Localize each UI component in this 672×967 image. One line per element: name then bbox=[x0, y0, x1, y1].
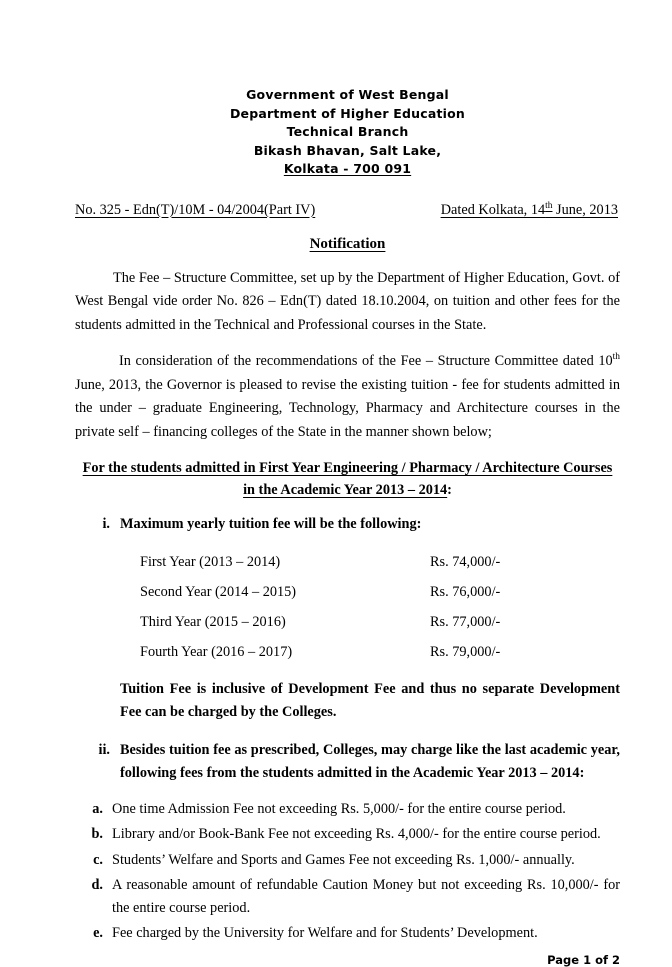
fee-amount-value: Rs. 79,000/- bbox=[430, 643, 501, 660]
page-title bbox=[75, 236, 620, 253]
fee-amount-value: Rs. 76,000/- bbox=[430, 583, 501, 600]
letterhead-line-city: Kolkata - 700 091 bbox=[283, 161, 412, 176]
list-item bbox=[75, 874, 620, 919]
list-item-text: One time Admission Fee not exceeding Rs. 5,000/- for the entire course period. bbox=[112, 800, 566, 817]
paragraph-ordinal-suffix: th bbox=[612, 352, 620, 363]
list-item-marker: c. bbox=[93, 851, 103, 868]
letterhead-line-address: Bikash Bhavan, Salt Lake, bbox=[253, 142, 442, 158]
reference-line bbox=[75, 200, 620, 220]
list-item-roman-ii bbox=[75, 739, 620, 786]
list-item-text: Students’ Welfare and Sports and Games Fee not exceeding Rs. 1,000/- annually. bbox=[112, 851, 575, 868]
fee-year-label: Second Year (2014 – 2015) bbox=[140, 583, 297, 600]
list-item-roman-i-marker: i. bbox=[102, 516, 110, 532]
list-item bbox=[75, 798, 620, 821]
page-title-text: Notification bbox=[309, 235, 386, 252]
letterhead-line-government: Government of West Bengal bbox=[246, 87, 449, 102]
list-item bbox=[75, 849, 620, 872]
list-item-marker: b. bbox=[91, 826, 103, 842]
date-suffix: June, 2013 bbox=[552, 201, 618, 218]
section-heading bbox=[75, 457, 620, 501]
paragraph-consideration bbox=[75, 350, 620, 444]
fee-year-label: Third Year (2015 – 2016) bbox=[140, 613, 286, 630]
list-item-roman-i bbox=[75, 513, 620, 537]
letterhead-line-department: Department of Higher Education bbox=[229, 105, 466, 121]
list-item-marker: e. bbox=[93, 925, 103, 941]
reference-date bbox=[441, 200, 620, 220]
date-ordinal-suffix: th bbox=[545, 200, 553, 211]
list-item-roman-i-text: Maximum yearly tuition fee will be the following: bbox=[120, 516, 422, 532]
section-heading-line-2-text: in the Academic Year 2013 – 2014 bbox=[243, 482, 448, 498]
table-row bbox=[140, 607, 620, 637]
page-footer: Page 1 of 2 bbox=[547, 952, 620, 967]
fee-amount-value: Rs. 74,000/- bbox=[430, 553, 501, 570]
section-heading-line-1-text: For the students admitted in First Year Engineering / Pharmacy / Architecture Courses bbox=[82, 460, 613, 476]
letterhead-line-branch: Technical Branch bbox=[286, 124, 409, 139]
paragraph-consideration-after: June, 2013, the Governor is pleased to revise the existing tuition - fee for students admitted in the under – graduate Engineering, Technology, Pharmacy and Architecture courses in the private self – financing colleges of the State in the manner shown below; bbox=[75, 376, 620, 440]
development-fee-note: Tuition Fee is inclusive of Development Fee and thus no separate Development Fee can be charged by the Colleges. bbox=[120, 680, 620, 720]
list-item-marker: d. bbox=[91, 877, 103, 893]
list-item-roman-ii-marker: ii. bbox=[98, 741, 110, 758]
fee-amount-value: Rs. 77,000/- bbox=[430, 613, 501, 630]
reference-number: No. 325 - Edn(T)/10M - 04/2004(Part IV) bbox=[75, 201, 316, 218]
section-heading-colon: : bbox=[447, 482, 452, 498]
page-content bbox=[75, 0, 620, 967]
lettered-fee-list bbox=[75, 798, 620, 945]
section-heading-line-2 bbox=[75, 479, 620, 501]
paragraph-consideration-before: In consideration of the recommendations of the Fee – Structure Committee dated 10 bbox=[119, 353, 613, 369]
list-item bbox=[75, 823, 620, 846]
table-row bbox=[140, 547, 620, 577]
fee-table bbox=[140, 547, 620, 667]
table-row bbox=[140, 577, 620, 607]
list-item-text: Library and/or Book-Bank Fee not exceeding Rs. 4,000/- for the entire course period. bbox=[112, 826, 601, 842]
section-heading-line-1 bbox=[75, 457, 620, 479]
date-prefix: Dated Kolkata, 14 bbox=[440, 201, 546, 218]
paragraph-committee: The Fee – Structure Committee, set up by the Department of Higher Education, Govt. of West Bengal vide order No. 826 – Edn(T) dated 18.10.2004, on tuition and other fees for the students admitted in the Technical and Professional courses in the State. bbox=[75, 269, 620, 333]
list-item bbox=[75, 922, 620, 945]
fee-year-label: Fourth Year (2016 – 2017) bbox=[140, 643, 293, 660]
list-item-text: A reasonable amount of refundable Caution Money but not exceeding Rs. 10,000/- for the entire course period. bbox=[112, 877, 620, 916]
list-item-marker: a. bbox=[92, 800, 103, 817]
table-row bbox=[140, 637, 620, 667]
list-item-roman-ii-text: Besides tuition fee as prescribed, Colleges, may charge like the last academic year, following fees from the students admitted in the Academic Year 2013 – 2014: bbox=[120, 741, 620, 781]
letterhead bbox=[75, 86, 620, 179]
list-item-text: Fee charged by the University for Welfare and for Students’ Development. bbox=[112, 925, 538, 941]
fee-year-label: First Year (2013 – 2014) bbox=[140, 553, 281, 570]
